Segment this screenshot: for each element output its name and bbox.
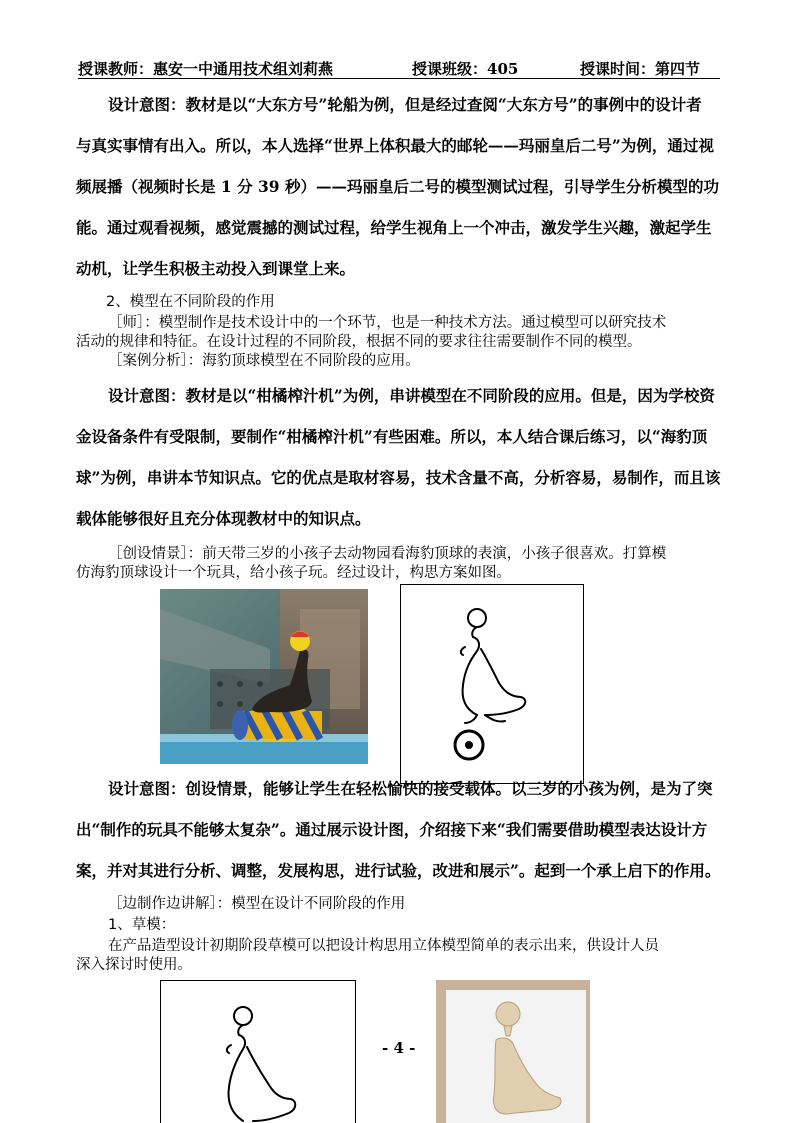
header-class: 授课班级：405 — [412, 60, 519, 78]
make-and-explain: ［边制作边讲解］：模型在设计不同阶段的作用 — [108, 896, 406, 912]
section-2-title: 2、模型在不同阶段的作用 — [106, 294, 275, 310]
teacher-note-line-2: 活动的规律和特征。在设计过程的不同阶段，根据不同的要求往往需要制作不同的模型。 — [76, 334, 642, 350]
intent3-line-1: 设计意图：创设情景，能够让学生在轻松愉快的接受载体。以三岁的小孩为例，是为了突 — [108, 779, 713, 798]
sketch-desc-line-1: 在产品造型设计初期阶段草模可以把设计构思用立体模型简单的表示出来，供设计人员 — [108, 938, 659, 954]
header-teacher: 授课教师：惠安一中通用技术组刘莉燕 — [78, 60, 334, 78]
intent3-line-2: 出“制作的玩具不能够太复杂”。通过展示设计图，介绍接下来“我们需要借助模型表达设计方 — [76, 820, 708, 839]
intent1-line-4: 能。通过观看视频，感觉震撼的测试过程，给学生视角上一个冲击，激发学生兴趣，激起学生 — [76, 218, 712, 237]
intent2-line-2: 金设备条件有受限制，要制作“柑橘榨汁机”有些困难。所以，本人结合课后练习，以“海豹顶 — [76, 427, 708, 446]
scenario-line-2: 仿海豹顶球设计一个玩具，给小孩子玩。经过设计，构思方案如图。 — [76, 565, 511, 581]
sketch-desc-line-2: 深入探讨时使用。 — [76, 957, 192, 973]
intent1-line-1: 设计意图：教材是以“大东方号”轮船为例，但是经过查阅“大东方号”的事例中的设计者 — [108, 95, 702, 114]
seal-cardboard-model-photo — [436, 980, 590, 1123]
teacher-note-line-1: ［师］：模型制作是技术设计中的一个环节，也是一种技术方法。通过模型可以研究技术 — [108, 315, 667, 331]
intent1-line-3: 频展播（视频时长是 1 分 39 秒）——玛丽皇后二号的模型测试过程，引导学生分析模型的功 — [76, 177, 719, 196]
sketch-model-title: 1、草模： — [108, 917, 176, 933]
intent2-line-4: 载体能够很好且充分体现教材中的知识点。 — [76, 509, 371, 528]
seal-show-photo — [160, 589, 368, 764]
seal-sketch-figure — [400, 584, 584, 784]
intent1-line-2: 与真实事情有出入。所以，本人选择“世界上体积最大的邮轮——玛丽皇后二号”为例，通过视 — [76, 136, 714, 155]
intent2-line-1: 设计意图：教材是以“柑橘榨汁机”为例，串讲模型在不同阶段的应用。但是，因为学校资 — [108, 386, 715, 405]
intent2-line-3: 球”为例，串讲本节知识点。它的优点是取材容易，技术含量不高，分析容易，易制作，而且该 — [76, 468, 721, 487]
header-time: 授课时间：第四节 — [580, 60, 701, 78]
page-number: - 4 - — [382, 1039, 416, 1057]
page-header — [78, 56, 720, 79]
seal-drawing-figure — [160, 980, 356, 1123]
intent1-line-5: 动机，让学生积极主动投入到课堂上来。 — [76, 259, 356, 278]
intent3-line-3: 案，并对其进行分析、调整，发展构思，进行试验，改进和展示”。起到一个承上启下的作用。 — [76, 861, 721, 880]
scenario-line-1: ［创设情景］：前天带三岁的小孩子去动物园看海豹顶球的表演，小孩子很喜欢。打算模 — [108, 546, 667, 562]
case-analysis: ［案例分析］：海豹顶球模型在不同阶段的应用。 — [108, 353, 420, 369]
